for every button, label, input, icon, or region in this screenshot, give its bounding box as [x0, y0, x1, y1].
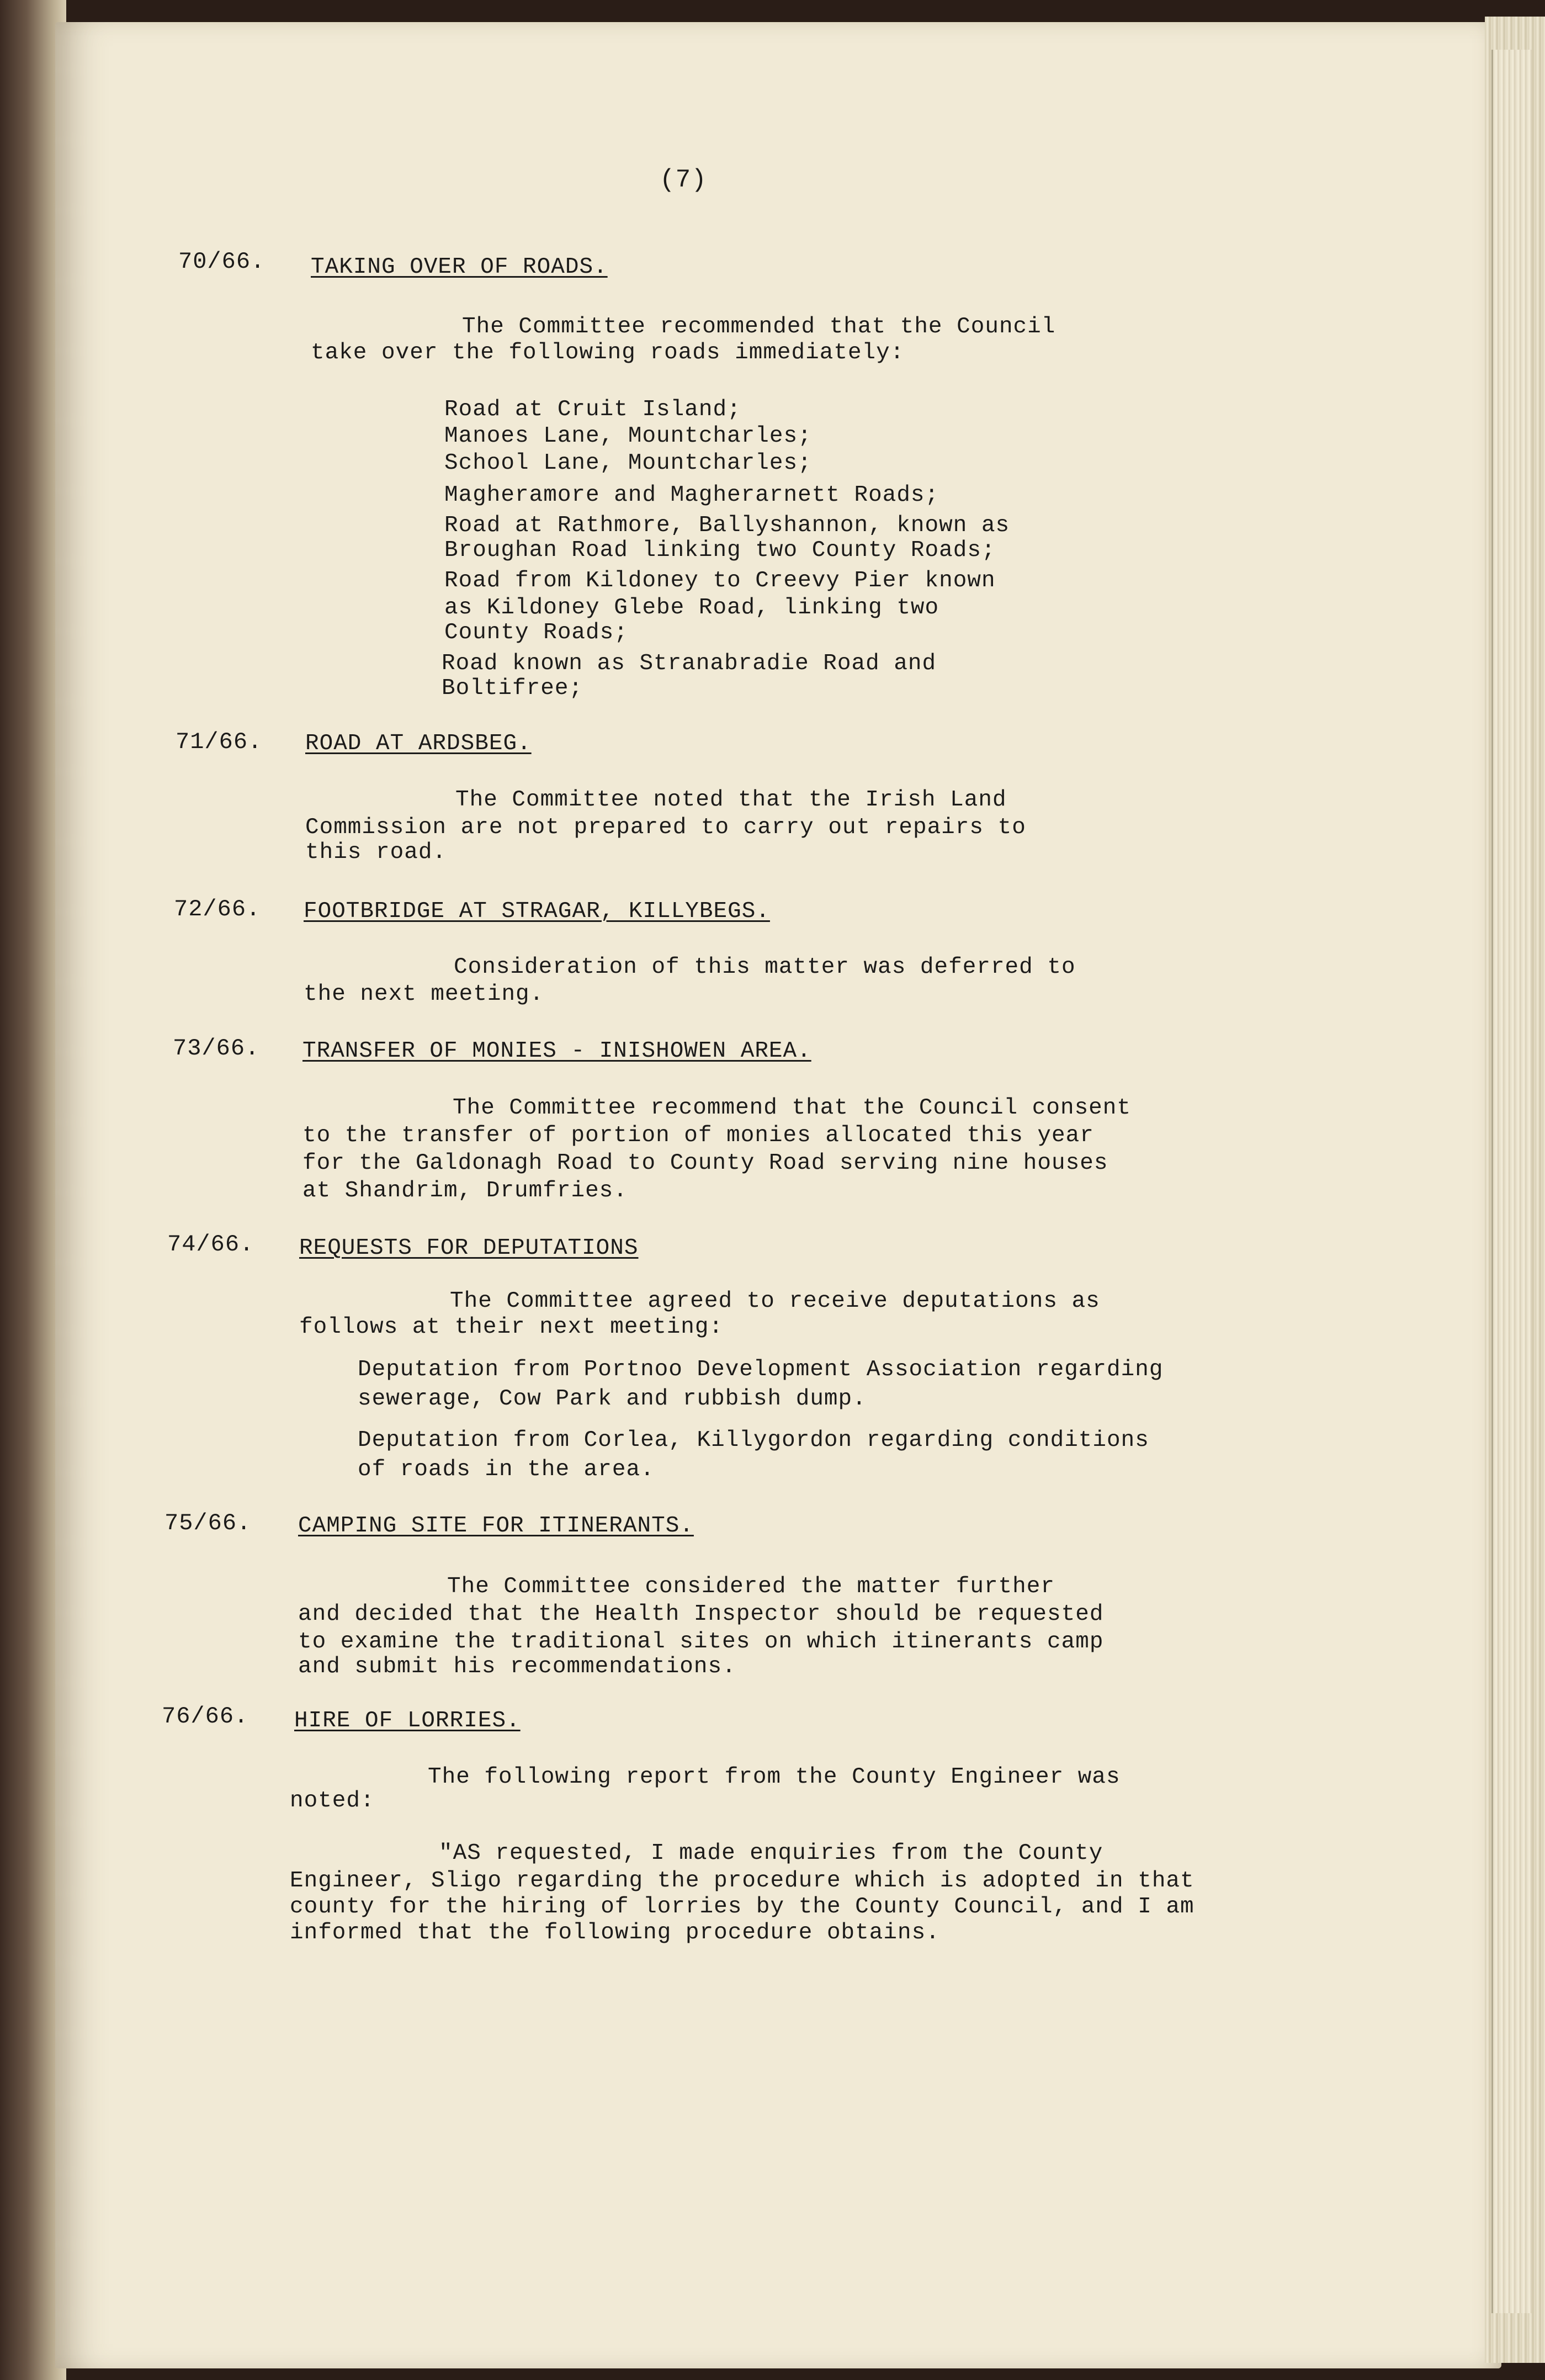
road-list-item: School Lane, Mountcharles;: [444, 450, 812, 476]
paragraph-line: the next meeting.: [304, 982, 544, 1007]
paragraph-line: at Shandrim, Drumfries.: [302, 1178, 628, 1204]
deputation-line: Deputation from Corlea, Killygordon regarding conditions: [358, 1428, 1149, 1453]
item-heading: HIRE OF LORRIES.: [294, 1708, 521, 1734]
paragraph-line: Commission are not prepared to carry out repairs to: [305, 815, 1026, 840]
paragraph-line: The Committee recommend that the Council consent: [453, 1095, 1131, 1121]
road-list-item: County Roads;: [444, 620, 628, 645]
road-list-item: Road at Rathmore, Ballyshannon, known as: [444, 513, 1010, 538]
item-number: 71/66.: [176, 729, 263, 755]
quote-line: informed that the following procedure obtains.: [290, 1920, 940, 1946]
quote-line: Engineer, Sligo regarding the procedure which is adopted in that: [290, 1868, 1194, 1894]
paragraph-line: and submit his recommendations.: [298, 1654, 736, 1679]
paragraph-line: take over the following roads immediately:: [311, 340, 905, 365]
paragraph-line: The Committee considered the matter further: [447, 1574, 1055, 1599]
item-heading: FOOTBRIDGE AT STRAGAR, KILLYBEGS.: [304, 899, 770, 924]
paragraph-line: The Committee noted that the Irish Land: [455, 787, 1007, 813]
item-number: 76/66.: [162, 1703, 249, 1730]
item-heading: REQUESTS FOR DEPUTATIONS: [299, 1236, 639, 1261]
item-heading: CAMPING SITE FOR ITINERANTS.: [298, 1513, 694, 1539]
item-heading: TAKING OVER OF ROADS.: [311, 255, 608, 280]
paragraph-line: for the Galdonagh Road to County Road serving nine houses: [302, 1151, 1108, 1176]
paragraph-line: to the transfer of portion of monies allocated this year: [302, 1123, 1094, 1148]
deputation-line: sewerage, Cow Park and rubbish dump.: [358, 1386, 867, 1412]
paragraph-line: this road.: [305, 840, 447, 865]
page-number: (7): [660, 166, 707, 194]
road-list-item: Manoes Lane, Mountcharles;: [444, 423, 812, 449]
paragraph-line: The Committee agreed to receive deputations as: [450, 1289, 1100, 1314]
item-number: 75/66.: [164, 1510, 252, 1536]
road-list-item: Broughan Road linking two County Roads;: [444, 538, 996, 563]
paragraph-line: to examine the traditional sites on which itinerants camp: [298, 1629, 1104, 1655]
paragraph-line: and decided that the Health Inspector should be requested: [298, 1602, 1104, 1627]
road-list-item: as Kildoney Glebe Road, linking two: [444, 595, 939, 621]
quote-line: county for the hiring of lorries by the County Council, and I am: [290, 1894, 1194, 1920]
road-list-item: Road at Cruit Island;: [444, 397, 741, 422]
road-list-item: Boltifree;: [442, 676, 583, 701]
deputation-line: of roads in the area.: [358, 1457, 655, 1482]
deputation-line: Deputation from Portnoo Development Association regarding: [358, 1357, 1164, 1382]
paragraph-line: noted:: [290, 1788, 375, 1814]
item-number: 70/66.: [178, 248, 266, 275]
item-number: 73/66.: [173, 1035, 260, 1062]
item-heading: ROAD AT ARDSBEG.: [305, 731, 532, 756]
item-number: 74/66.: [167, 1231, 254, 1258]
paragraph-line: follows at their next meeting:: [299, 1314, 724, 1340]
road-list-item: Road from Kildoney to Creevy Pier known: [444, 568, 996, 593]
quote-line: "AS requested, I made enquiries from the County: [439, 1841, 1103, 1866]
paragraph-line: The following report from the County Engineer was: [428, 1764, 1121, 1790]
item-heading: TRANSFER OF MONIES - INISHOWEN AREA.: [302, 1038, 811, 1064]
paragraph-line: Consideration of this matter was deferred to: [454, 955, 1076, 980]
road-list-item: Magheramore and Magherarnett Roads;: [444, 483, 939, 508]
road-list-item: Road known as Stranabradie Road and: [442, 651, 937, 676]
item-number: 72/66.: [174, 896, 261, 923]
paragraph-line: The Committee recommended that the Council: [462, 314, 1056, 340]
